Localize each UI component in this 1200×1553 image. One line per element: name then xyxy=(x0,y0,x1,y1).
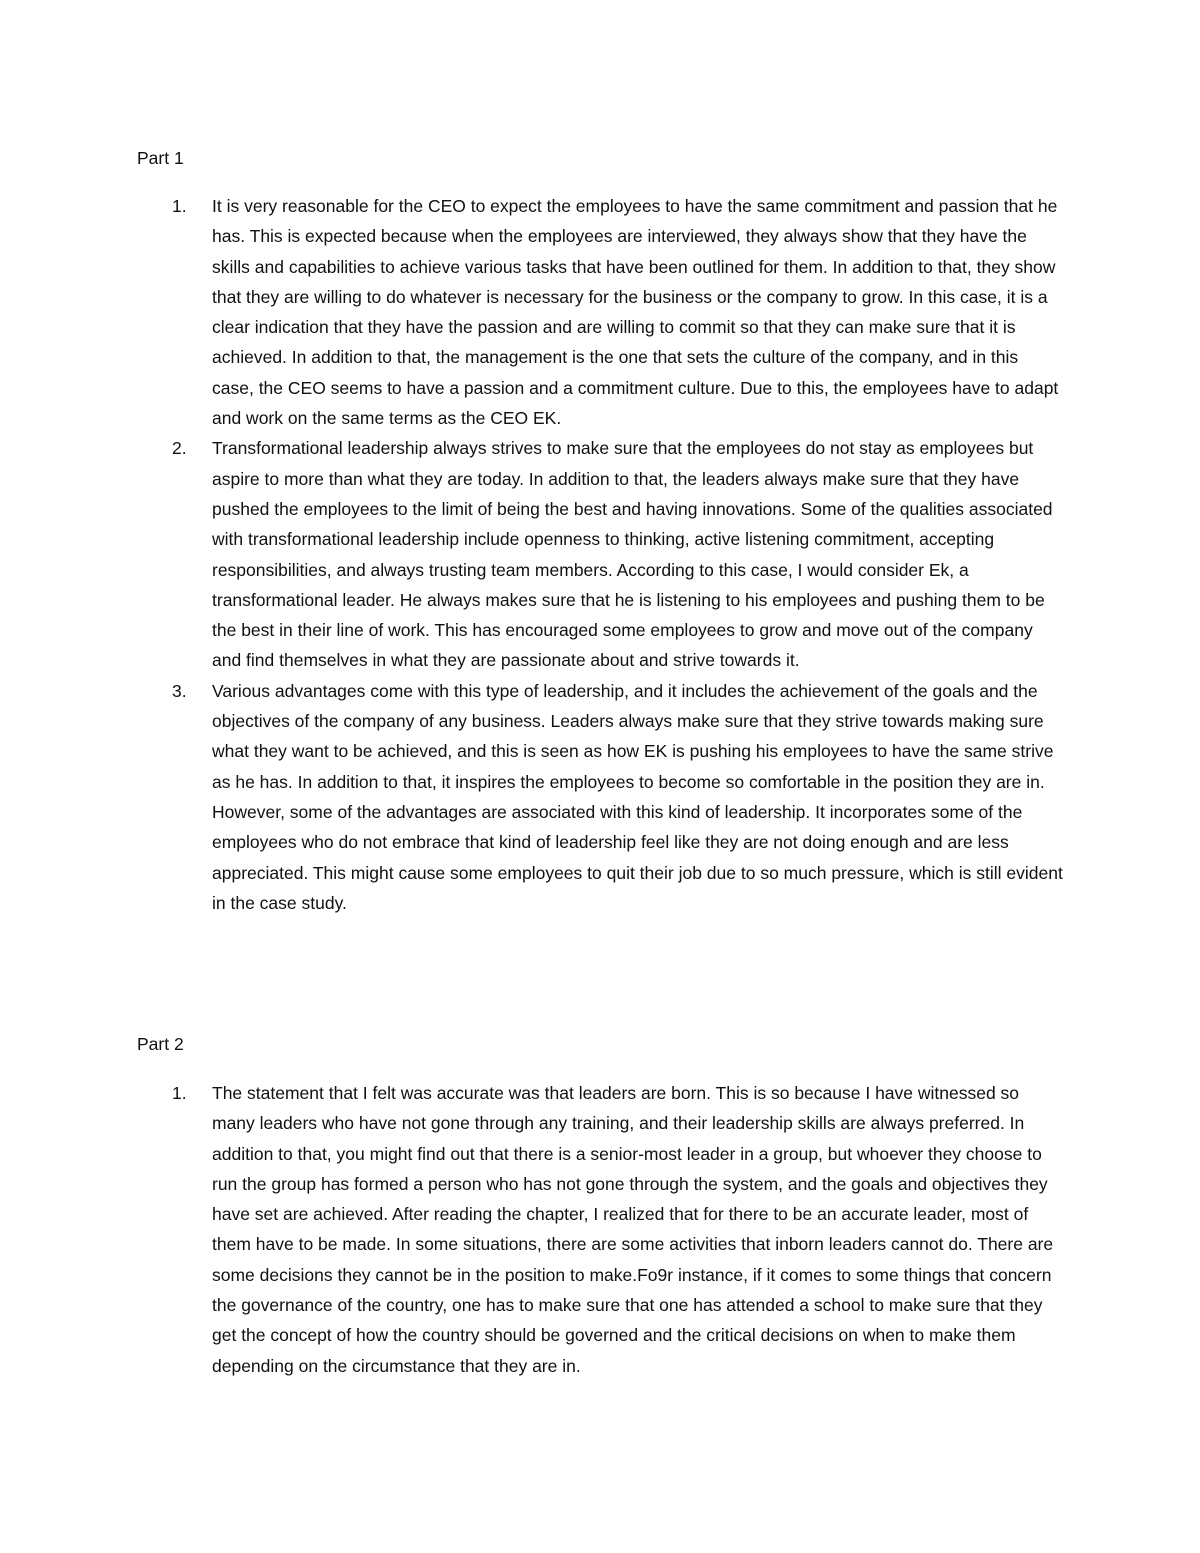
list-item-number: 3. xyxy=(172,680,187,701)
list-item xyxy=(0,433,1064,675)
list-item-number: 2. xyxy=(172,438,187,459)
list-item-text: The statement that I felt was accurate was that leaders are born. This is so because I have witnessed so many leaders who have not gone through any training, and their leadership skills are always preferred. In addition to that, you might find out that there is a senior-most leader in a group, but whoever they choose to run the group has formed a person who has not gone through the system, and the goals and objectives they have set are achieved. After reading the chapter, I realized that for there to be an accurate leader, most of them have to be made. In some situations, there are some activities that inborn leaders cannot do. There are some decisions they cannot be in the position to make.Fo9r instance, if it comes to some things that concern the governance of the country, one has to make sure that one has attended a school to make sure that they get the concept of how the country should be governed and the critical decisions on when to make them depending on the circumstance that they are in. xyxy=(212,1083,1054,1376)
part-2-list xyxy=(0,1078,1200,1381)
list-item-number: 1. xyxy=(172,1083,187,1103)
list-item-text: It is very reasonable for the CEO to expect the employees to have the same commitment and passion that he has. This is expected because when the employees are interviewed, they always show that they have the skills and capabilities to achieve various tasks that have been outlined for them. In addition to that, they show that they are willing to do whatever is necessary for the business or the company to grow. In this case, it is a clear indication that they have the passion and are willing to commit so that they can make sure that it is achieved. In addition to that, the management is the one that sets the culture of the company, and in this case, the CEO seems to have a passion and a commitment culture. Due to this, the employees have to adapt and work on the same terms as the CEO EK. xyxy=(212,196,1059,429)
part-2-heading: Part 2 xyxy=(137,1034,184,1054)
list-item xyxy=(0,676,1064,918)
list-item-text: Transformational leadership always strives to make sure that the employees do not stay as employees but aspire to more than what they are today. In addition to that, the leaders always make sure that they have pushed the employees to the limit of being the best and having innovations. Some of the qualities associated with transformational leadership include openness to thinking, active listening commitment, accepting responsibilities, and always trusting team members. According to this case, I would consider Ek, a transformational leader. He always makes sure that he is listening to his employees and pushing them to be the best in their line of work. This has encouraged some employees to grow and move out of the company and find themselves in what they are passionate about and strive towards it. xyxy=(212,438,1053,671)
part-1-heading: Part 1 xyxy=(137,148,184,168)
list-item-text: Various advantages come with this type of leadership, and it includes the achievement of the goals and the objectives of the company of any business. Leaders always make sure that they strive towards making sure what they want to be achieved, and this is seen as how EK is pushing his employees to have the same strive as he has. In addition to that, it inspires the employees to become so comfortable in the position they are in. However, some of the advantages are associated with this kind of leadership. It incorporates some of the employees who do not embrace that kind of leadership feel like they are not doing enough and are less appreciated. This might cause some employees to quit their job due to so much pressure, which is still evident in the case study. xyxy=(212,680,1063,913)
list-item xyxy=(0,191,1064,433)
list-item-number: 1. xyxy=(172,196,187,216)
part-1-list xyxy=(0,191,1200,918)
list-item xyxy=(0,1078,1064,1381)
